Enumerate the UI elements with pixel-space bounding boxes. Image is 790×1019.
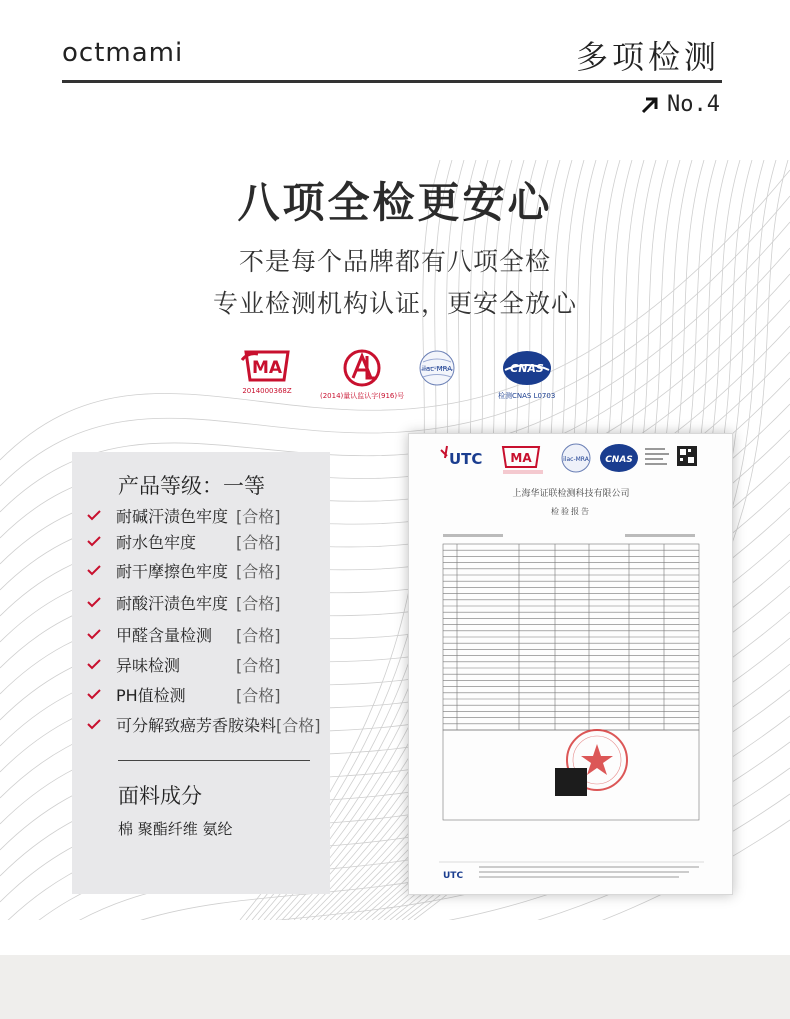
- check-icon: [86, 656, 102, 672]
- cnas-logo-icon: [501, 348, 553, 388]
- test-result: [合格]: [236, 561, 281, 581]
- test-item: [86, 590, 281, 614]
- brand-logo: octmami: [62, 38, 184, 68]
- cal-caption: (2014)量认监认字(916)号: [320, 392, 405, 400]
- lab-name: 上海华证联检测科技有限公司: [512, 489, 630, 499]
- test-name: 耐碱汗渍色牢度: [116, 506, 229, 526]
- check-icon: [86, 686, 102, 702]
- test-item: [86, 652, 281, 676]
- page-number: [639, 92, 720, 117]
- test-name: 耐干摩擦色牢度: [116, 561, 229, 581]
- check-icon: [86, 594, 102, 610]
- test-result: [合格]: [236, 532, 281, 552]
- test-result: [合格]: [236, 655, 281, 675]
- cma-caption: 2014000368Z: [242, 387, 292, 395]
- cal-logo: [320, 348, 404, 401]
- svg-text:ilac-MRA: ilac-MRA: [422, 365, 452, 373]
- test-name: 耐酸汗渍色牢度: [116, 593, 229, 613]
- test-item: [86, 529, 281, 553]
- check-icon: [86, 533, 102, 549]
- cnas-logo: [498, 348, 555, 401]
- header-divider: [62, 80, 722, 83]
- page-number-label: No.4: [667, 92, 720, 117]
- section-title: 多项检测: [575, 38, 720, 76]
- test-item: [86, 682, 281, 706]
- test-result: [合格]: [236, 685, 281, 705]
- svg-text:UTC: UTC: [449, 450, 483, 468]
- test-name: 耐水色牢度: [116, 532, 197, 552]
- hero-subtitle-2: 专业检测机构认证，更安全放心: [212, 289, 577, 318]
- check-icon: [86, 716, 102, 732]
- test-name: PH值检测: [116, 685, 186, 705]
- hero-title: 八项全检更安心: [237, 178, 553, 227]
- footer-band: [0, 955, 790, 1019]
- test-item: [86, 712, 321, 736]
- test-item: [86, 558, 281, 582]
- svg-text:ilac-MRA: ilac-MRA: [563, 456, 589, 463]
- cma-logo: [240, 348, 294, 395]
- doc-title: 检验报告: [551, 507, 591, 516]
- test-name: 可分解致癌芳香胺染料: [116, 715, 277, 735]
- cma-logo-icon: [240, 348, 294, 384]
- cal-logo-icon: [337, 348, 387, 388]
- check-icon: [86, 562, 102, 578]
- test-result: [合格]: [236, 506, 281, 526]
- footer-utc-logo: UTC: [443, 871, 464, 881]
- svg-text:CNAS: CNAS: [509, 362, 544, 375]
- certification-logos: [0, 348, 790, 408]
- svg-text:CNAS: CNAS: [605, 455, 633, 465]
- cma-small-icon: [503, 447, 543, 474]
- qr-code-icon: [677, 446, 697, 466]
- test-name: 甲醛含量检测: [116, 625, 213, 645]
- arrow-up-right-icon: [639, 94, 661, 116]
- test-name: 异味检测: [116, 655, 181, 675]
- test-item: [86, 622, 281, 646]
- cnas-caption: 检测CNAS L0703: [498, 392, 556, 400]
- utc-logo-icon: [441, 446, 482, 468]
- svg-text:MA: MA: [510, 451, 532, 465]
- cnas-small-icon: [600, 444, 638, 472]
- ilac-mra-logo-icon: [415, 348, 459, 388]
- test-report-document: [408, 433, 733, 895]
- grade-title: 产品等级：一等: [118, 474, 265, 498]
- fabric-composition: 棉 聚酯纤维 氨纶: [118, 820, 233, 838]
- check-icon: [86, 507, 102, 523]
- test-result: [合格]: [236, 593, 281, 613]
- card-divider: [118, 760, 310, 761]
- test-result: [合格]: [236, 625, 281, 645]
- ilac-small-icon: [562, 444, 590, 472]
- testing-mark-icon: [645, 448, 669, 465]
- test-result: [合格]: [276, 715, 321, 735]
- ilac-mra-logo: [415, 348, 459, 388]
- signature-block: [555, 768, 587, 796]
- test-report-image: [409, 434, 733, 895]
- test-item: [86, 503, 281, 527]
- check-icon: [86, 626, 102, 642]
- svg-text:MA: MA: [251, 358, 283, 378]
- fabric-title: 面料成分: [118, 784, 202, 808]
- hero-subtitle-1: 不是每个品牌都有八项全检: [238, 247, 551, 276]
